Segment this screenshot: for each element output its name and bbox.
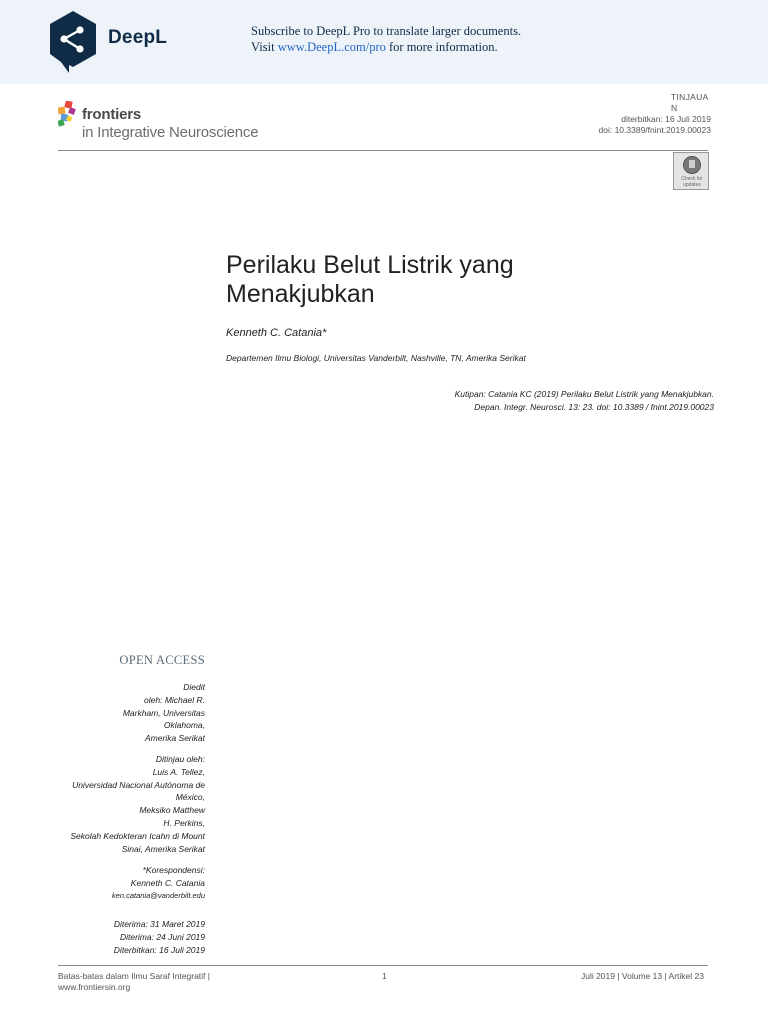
deepl-banner	[0, 0, 768, 84]
footer-journal: Batas-batas dalam Ilmu Saraf Integratif | www.frontiersin.org	[58, 971, 210, 992]
edited-by: Diedit oleh: Michael R. Markham, Universitas Oklahoma, Amerika Serikat	[122, 682, 205, 744]
author-name: Kenneth C. Catania*	[226, 327, 327, 339]
citation: Kutipan: Catania KC (2019) Perilaku Belut Listrik yang Menakjubkan. Depan. Integr. Neurosci. 13: 23. doi: 10.3389 / fnint.2019.00023	[454, 389, 714, 412]
article-meta	[599, 92, 712, 136]
header-divider	[58, 150, 708, 151]
subscribe-line-1: Subscribe to DeepL Pro to translate larger documents.	[251, 24, 522, 38]
subscribe-message	[251, 24, 521, 55]
bookmark-icon	[683, 156, 701, 174]
journal-name: in Integrative Neuroscience	[82, 124, 259, 141]
article-title: Perilaku Belut Listrik yang Menakjubkan	[226, 251, 514, 308]
visit-suffix: for more information.	[385, 39, 498, 54]
accepted-date: Diterima: 24 Juni 2019	[119, 931, 205, 942]
footer-divider	[58, 965, 708, 966]
check-for-updates-button[interactable]	[673, 152, 709, 190]
published-date: diterbitkan: 16 Juli 2019	[621, 114, 711, 124]
author-affiliation: Departemen Ilmu Biologi, Universitas Vanderbilt, Nashville, TN, Amerika Serikat	[226, 353, 526, 363]
article-dates	[45, 918, 205, 956]
published-date-sidebar: Diterbitkan: 16 Juli 2019	[113, 944, 205, 955]
reviewed-by: Ditinjau oleh: Luis A. Tellez, Universidad Nacional Autónoma de México, Meksiko Matthew H. Perkins, Sekolah Kedokteran Icahn di Mount Sinai, Amerika Serikat	[70, 754, 205, 854]
received-date: Diterima: 31 Maret 2019	[113, 919, 205, 929]
deepl-pro-link[interactable]: www.DeepL.com/pro	[277, 39, 386, 54]
check-updates-label	[674, 176, 710, 188]
deepl-logo-icon	[47, 9, 99, 75]
journal-publisher: frontiers	[82, 106, 142, 123]
correspondence: *Korespondensi: Kenneth C. Catania ken.catania@vanderbilt.edu	[45, 864, 205, 902]
visit-prefix: Visit	[251, 39, 278, 54]
footer-issue-info: Juli 2019 | Volume 13 | Artikel 23	[580, 971, 704, 981]
journal-website-link[interactable]: www.frontiersin.org	[58, 982, 131, 992]
check-updates-line-1: Check for	[681, 176, 703, 182]
page-number: 1	[382, 971, 387, 981]
check-updates-line-2: updates	[683, 182, 701, 188]
article-type: TINJAUA N	[671, 92, 709, 113]
subscribe-line-2	[251, 40, 521, 56]
frontiers-logo-icon	[58, 101, 82, 127]
doi: doi: 10.3389/fnint.2019.00023	[598, 125, 711, 135]
deepl-brand-name: DeepL	[108, 27, 168, 48]
open-access-label: OPEN ACCESS	[119, 653, 205, 667]
author-email[interactable]: ken.catania@vanderbilt.edu	[111, 890, 205, 900]
